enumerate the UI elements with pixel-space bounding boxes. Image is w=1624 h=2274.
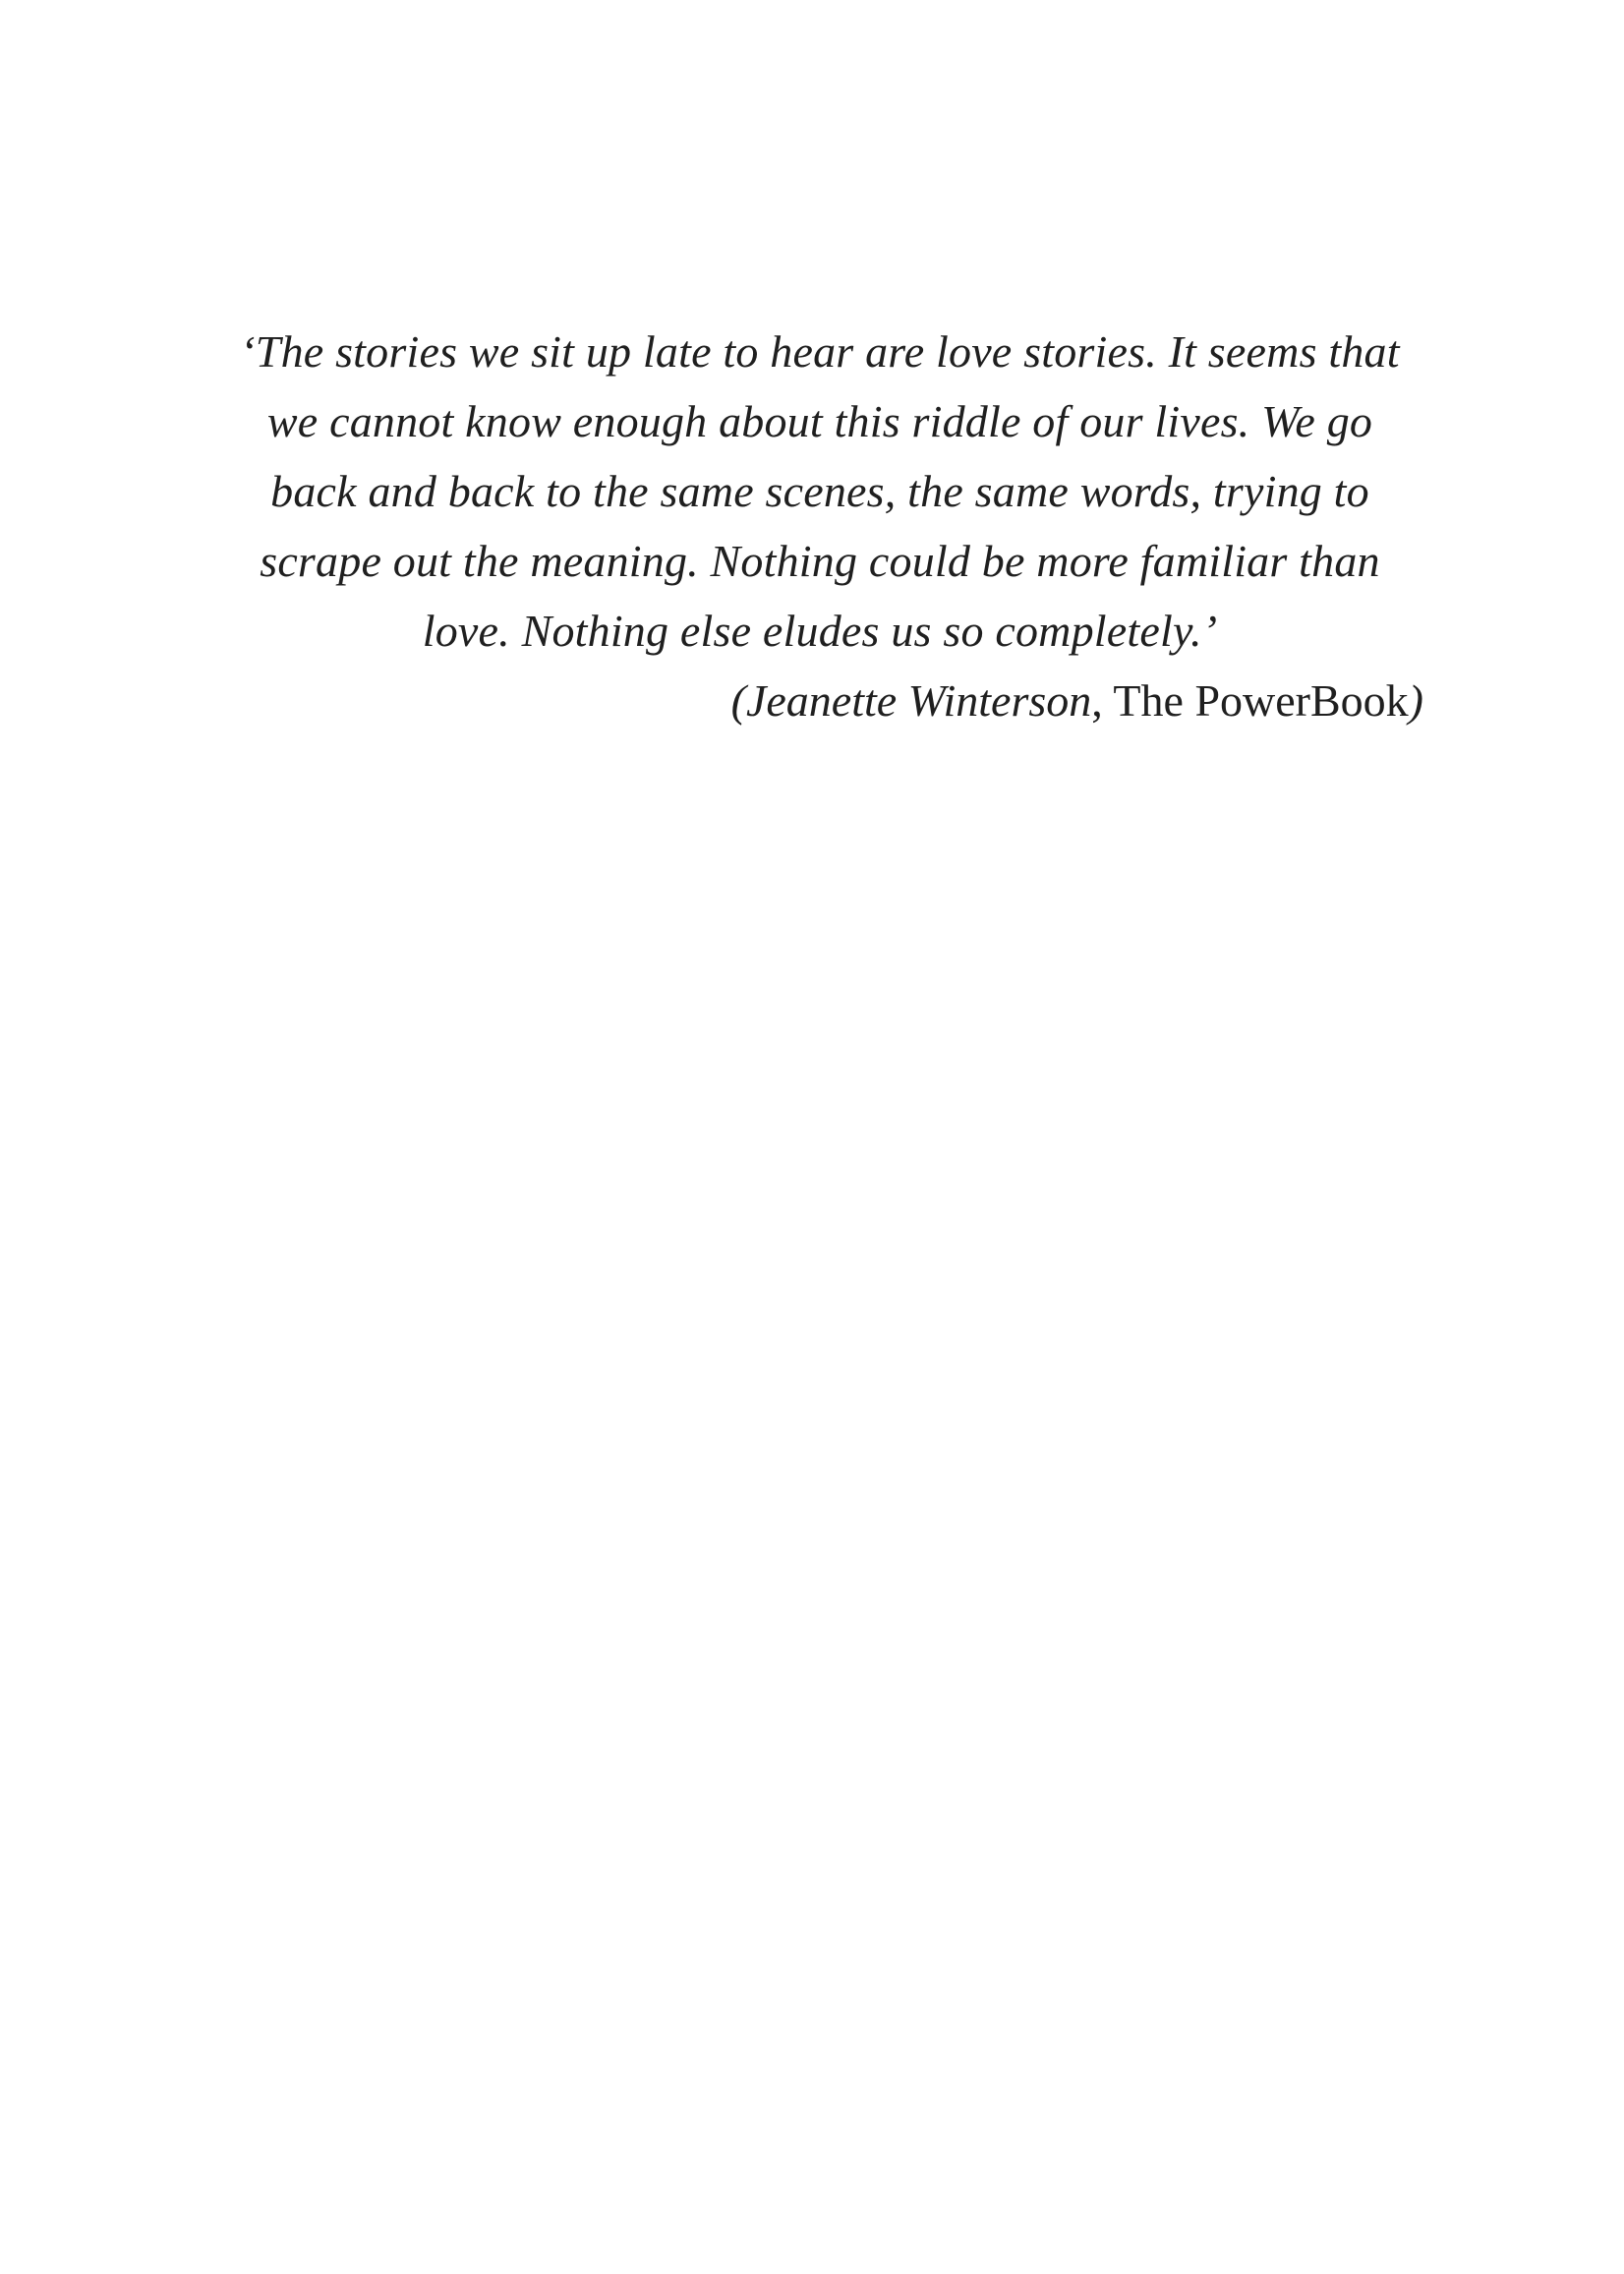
epigraph-attribution: [216, 666, 1423, 735]
epigraph-quote: [216, 317, 1423, 666]
quote-line: back and back to the same scenes, the same words, trying to: [270, 466, 1369, 516]
attribution-close-paren: ): [1408, 675, 1423, 726]
attribution-work-title: The PowerBook: [1113, 675, 1409, 726]
quote-line: scrape out the meaning. Nothing could be more familiar than: [260, 536, 1380, 586]
attribution-separator: ,: [1091, 675, 1114, 726]
quote-line: ‘The stories we sit up late to hear are love stories. It seems that: [240, 326, 1400, 377]
quote-line: we cannot know enough about this riddle of our lives. We go: [266, 396, 1373, 446]
attribution-open-paren: (: [730, 675, 746, 726]
quote-line: love. Nothing else eludes us so completely.’: [422, 606, 1218, 656]
attribution-author: Jeanette Winterson: [745, 675, 1092, 726]
epigraph: [216, 317, 1423, 735]
